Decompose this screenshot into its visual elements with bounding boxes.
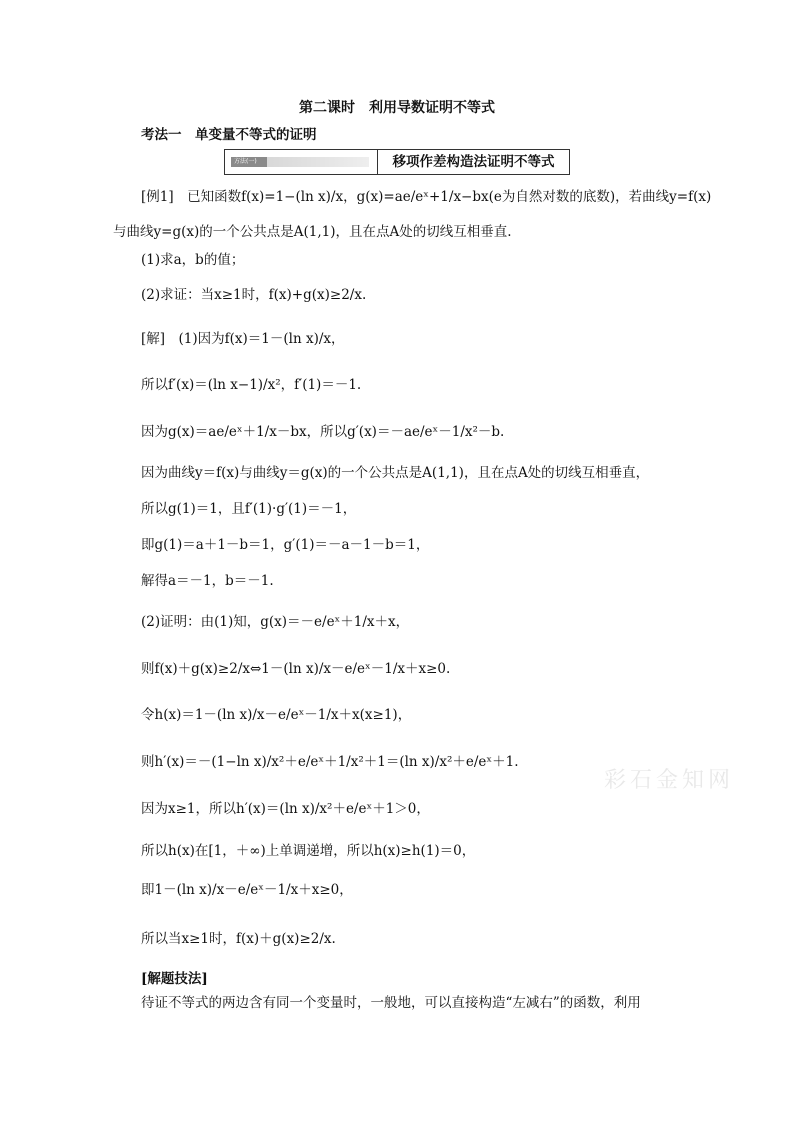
text-line-7: 因为g(x)＝ae/eˣ＋1/x－bx，所以g′(x)＝－ae/eˣ－1/x²－b. <box>141 424 505 440</box>
text-line-20: [解题技法] <box>141 971 208 987</box>
text-line-3: (1)求a，b的值； <box>141 252 245 268</box>
page-title: 第二课时 利用导数证明不等式 <box>299 100 495 116</box>
text-line-1: [例1] 已知函数f(x)=1−(ln x)/x，g(x)=ae/eˣ+1/x−bx(e为自然对数的底数)，若曲线y=f(x) <box>141 189 712 205</box>
text-line-6: 所以f′(x)＝(ln x−1)/x²，f′(1)＝－1. <box>141 377 362 393</box>
section-heading: 考法一 单变量不等式的证明 <box>141 127 317 143</box>
watermark: 彩石金知网 <box>604 768 735 793</box>
text-line-14: 令h(x)＝1－(ln x)/x－e/eˣ－1/x＋x(x≥1)， <box>141 707 412 723</box>
text-line-15: 则h′(x)＝－(1−ln x)/x²＋e/eˣ＋1/x²＋1＝(ln x)/x²＋e/eˣ＋1. <box>141 754 519 770</box>
text-line-10: 即g(1)＝a＋1－b＝1，g′(1)＝－a－1－b＝1， <box>141 537 430 553</box>
text-line-2: 与曲线y=g(x)的一个公共点是A(1,1)，且在点A处的切线互相垂直. <box>113 224 512 240</box>
text-line-9: 所以g(1)＝1，且f′(1)·g′(1)＝－1， <box>141 501 357 517</box>
method-tag: 方法(一) <box>231 157 369 167</box>
text-line-17: 所以h(x)在[1，＋∞)上单调递增，所以h(x)≥h(1)＝0， <box>141 843 476 859</box>
method-banner <box>224 149 570 175</box>
method-tag-box <box>225 150 378 174</box>
method-title: 移项作差构造法证明不等式 <box>392 154 555 170</box>
text-line-13: 则f(x)＋g(x)≥2/x⇔1－(ln x)/x－e/eˣ－1/x＋x≥0. <box>141 661 451 677</box>
text-line-16: 因为x≥1，所以h′(x)＝(ln x)/x²＋e/eˣ＋1＞0， <box>141 801 430 817</box>
text-line-8: 因为曲线y＝f(x)与曲线y＝g(x)的一个公共点是A(1,1)，且在点A处的切线互相垂直， <box>141 465 650 481</box>
text-line-18: 即1－(ln x)/x－e/eˣ－1/x＋x≥0， <box>141 882 353 898</box>
text-line-21: 待证不等式的两边含有同一个变量时，一般地，可以直接构造“左减右”的函数，利用 <box>141 995 641 1011</box>
text-line-19: 所以当x≥1时，f(x)＋g(x)≥2/x. <box>141 931 336 947</box>
text-line-11: 解得a＝－1，b＝－1. <box>141 573 274 589</box>
text-line-5: [解] (1)因为f(x)＝1－(ln x)/x， <box>141 331 345 347</box>
text-line-4: (2)求证：当x≥1时，f(x)+g(x)≥2/x. <box>141 287 367 303</box>
text-line-12: (2)证明：由(1)知，g(x)＝－e/eˣ＋1/x＋x， <box>141 614 410 630</box>
